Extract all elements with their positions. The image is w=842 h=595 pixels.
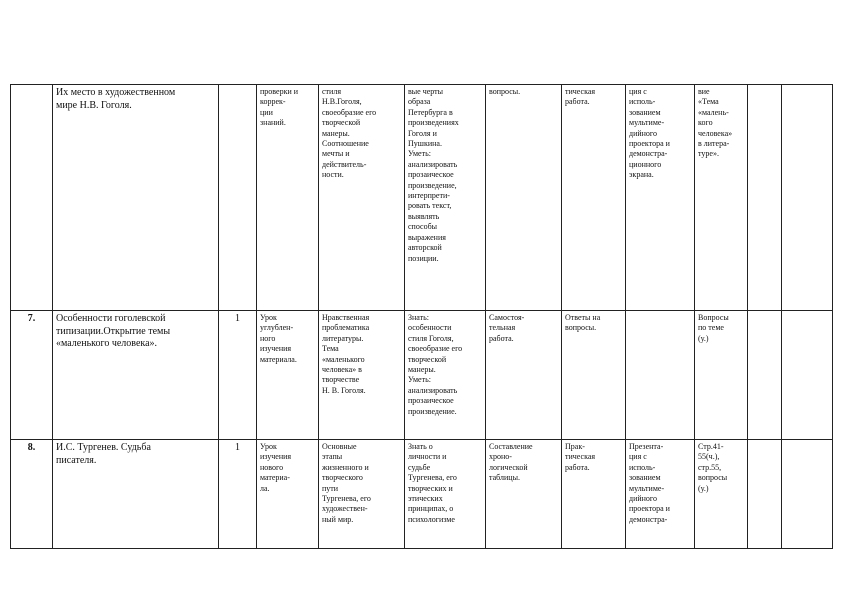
lesson-equipment: Презента- ция с исполь- зованием мультиме- дийного проектора и демонстра- bbox=[626, 440, 695, 549]
lesson-topic: Особенности гоголевской типизации.Открытие темы «маленького человека». bbox=[53, 311, 219, 440]
lesson-homework: Вопросы по теме (у.) bbox=[695, 311, 748, 440]
lesson-equipment bbox=[626, 311, 695, 440]
empty-cell bbox=[748, 311, 782, 440]
lesson-activity: вопросы. bbox=[486, 85, 562, 311]
lesson-content: Основные этапы жизненного и творческого пути Тургенева, его художествен- ный мир. bbox=[319, 440, 405, 549]
lesson-content: стиля Н.В.Гоголя, своеобразие его творческой манеры. Соотношение мечты и действитель- ности. bbox=[319, 85, 405, 311]
lesson-type: Урок углублен- ного изучения материала. bbox=[257, 311, 319, 440]
lesson-type: Урок изучения нового материа- ла. bbox=[257, 440, 319, 549]
empty-cell bbox=[748, 440, 782, 549]
lesson-plan-table bbox=[10, 84, 833, 549]
lesson-hours: 1 bbox=[219, 311, 257, 440]
lesson-requirements: вые черты образа Петербурга в произведениях Гоголя и Пушкина. Уметь: анализировать прозаическое произведение, интерпрети- ровать текст, выявлять способы выражения авторской позиции. bbox=[405, 85, 486, 311]
lesson-number: 7. bbox=[11, 311, 53, 440]
empty-cell bbox=[782, 85, 833, 311]
empty-cell bbox=[748, 85, 782, 311]
lesson-topic: Их место в художественном мире Н.В. Гоголя. bbox=[53, 85, 219, 311]
lesson-activity: Составление хроно- логической таблицы. bbox=[486, 440, 562, 549]
table-row bbox=[11, 440, 833, 549]
lesson-hours bbox=[219, 85, 257, 311]
lesson-control: Прак- тическая работа. bbox=[562, 440, 626, 549]
empty-cell bbox=[782, 311, 833, 440]
lesson-equipment: ция с исполь- зованием мультиме- дийного проектора и демонстра- ционного экрана. bbox=[626, 85, 695, 311]
lesson-requirements: Знать: особенности стиля Гоголя, своеобразие его творческой манеры. Уметь: анализировать прозаическое произведение. bbox=[405, 311, 486, 440]
lesson-hours: 1 bbox=[219, 440, 257, 549]
empty-cell bbox=[782, 440, 833, 549]
lesson-activity: Самостоя- тельная работа. bbox=[486, 311, 562, 440]
table-row bbox=[11, 85, 833, 311]
lesson-homework: Стр.41- 55(ч.), стр.55, вопросы (у.) bbox=[695, 440, 748, 549]
lesson-number: 8. bbox=[11, 440, 53, 549]
lesson-topic: И.С. Тургенев. Судьба писателя. bbox=[53, 440, 219, 549]
lesson-number bbox=[11, 85, 53, 311]
lesson-homework: вие «Тема «малень- кого человека» в литера- туре». bbox=[695, 85, 748, 311]
lesson-content: Нравственная проблематика литературы. Тема «маленького человека» в творчестве Н. В. Гоголя. bbox=[319, 311, 405, 440]
lesson-type: проверки и коррек- ции знаний. bbox=[257, 85, 319, 311]
lesson-requirements: Знать о личности и судьбе Тургенева, его творческих и этических принципах, о психологизме bbox=[405, 440, 486, 549]
lesson-control: тическая работа. bbox=[562, 85, 626, 311]
lesson-control: Ответы на вопросы. bbox=[562, 311, 626, 440]
table-row bbox=[11, 311, 833, 440]
